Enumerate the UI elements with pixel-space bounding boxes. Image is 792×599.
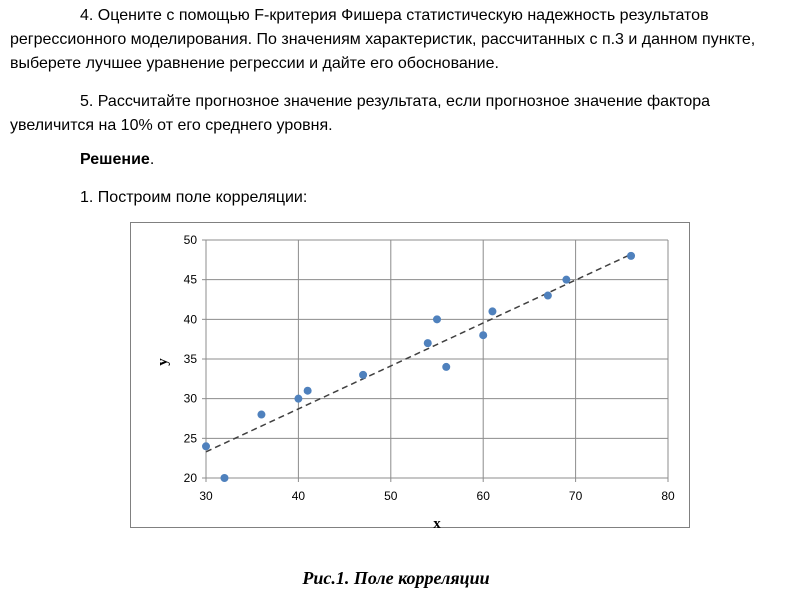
data-point	[257, 411, 265, 419]
x-axis-label: x	[433, 516, 441, 532]
step-1-text: 1. Построим поле корреляции:	[80, 189, 308, 206]
x-tick-label: 40	[291, 489, 306, 503]
data-point	[202, 442, 210, 450]
data-point	[220, 474, 228, 482]
correlation-scatter-chart	[130, 222, 690, 542]
y-axis-label: y	[155, 358, 171, 366]
data-point	[544, 292, 552, 300]
solution-dot: .	[149, 151, 155, 168]
y-tick-label: 30	[183, 391, 197, 406]
solution-label: Решение	[80, 151, 150, 168]
figure-caption: Рис.1. Поле корреляции	[302, 568, 490, 588]
data-point	[627, 252, 635, 260]
task-4-paragraph: 4. Оцените с помощью F-критерия Фишера статистическую надежность результатов регрессионного моделирования. По значениям характеристик, рассчитанных с п.3 и данном пункте, выберете лучшее уравнение регрессии и дайте его обоснование.	[10, 7, 756, 72]
data-point	[433, 315, 441, 323]
task-5-paragraph: 5. Рассчитайте прогнозное значение результата, если прогнозное значение фактора увеличится на 10% от его среднего уровня.	[10, 93, 711, 134]
x-tick-label: 70	[568, 489, 583, 503]
x-tick-label: 80	[661, 489, 675, 503]
x-tick-label: 60	[476, 489, 490, 503]
data-point	[479, 331, 487, 339]
data-point	[488, 307, 496, 315]
x-tick-label: 50	[384, 489, 398, 503]
data-point	[359, 371, 367, 379]
data-point	[304, 387, 312, 395]
solution-heading	[80, 148, 154, 172]
x-tick-label: 30	[199, 489, 213, 503]
y-tick-label: 45	[183, 272, 197, 287]
y-tick-label: 20	[183, 471, 197, 485]
y-tick-label: 40	[183, 312, 197, 327]
data-point	[424, 339, 432, 347]
chart-border	[131, 223, 690, 528]
y-tick-label: 50	[183, 233, 197, 247]
y-tick-label: 35	[183, 352, 197, 366]
y-tick-label: 25	[183, 431, 197, 446]
data-point	[562, 276, 570, 284]
data-point	[442, 363, 450, 371]
data-point	[294, 395, 302, 403]
